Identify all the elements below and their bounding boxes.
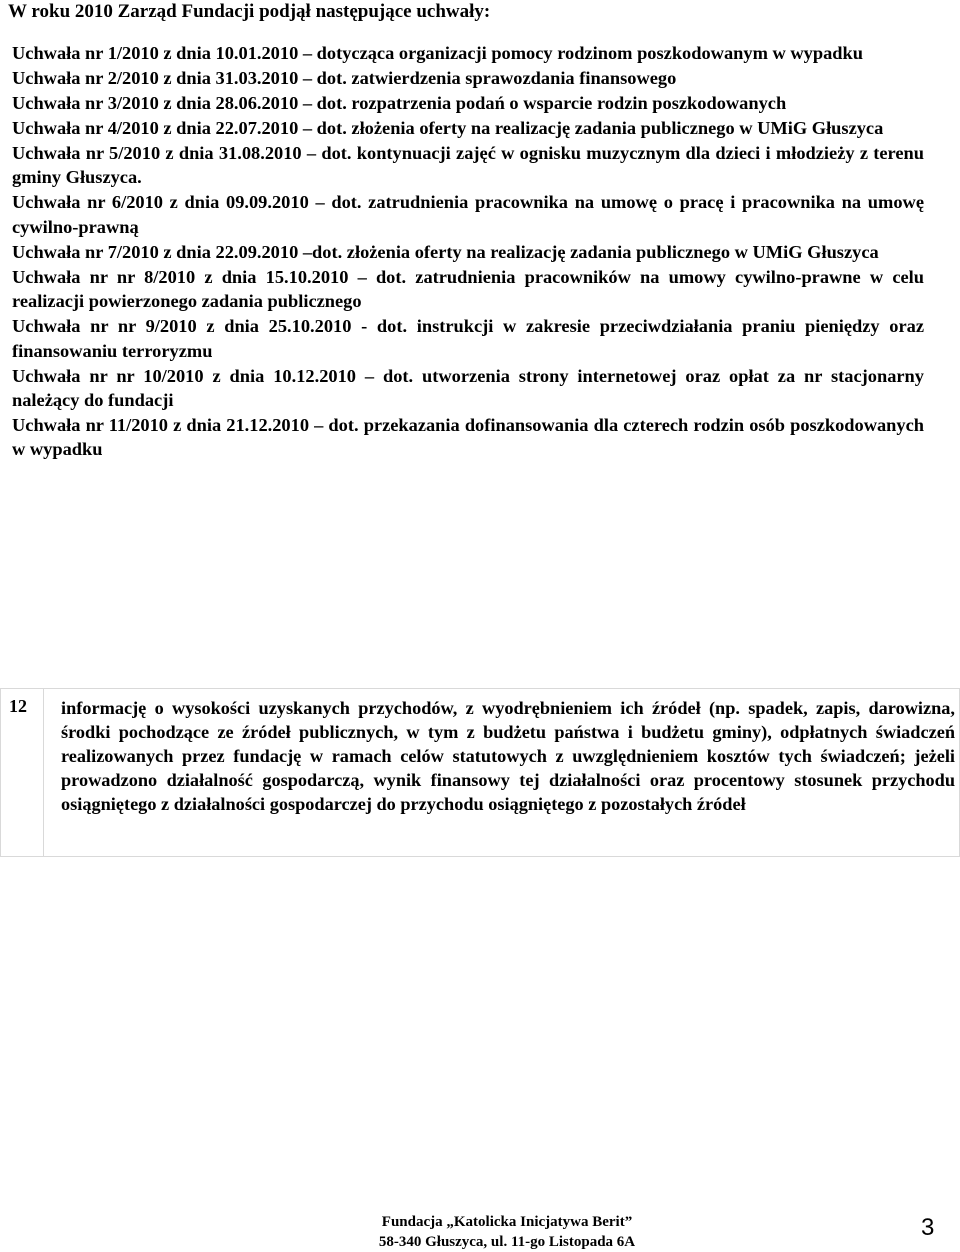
- resolution-item: Uchwała nr 4/2010 z dnia 22.07.2010 – dot. złożenia oferty na realizację zadania publicznego w UMiG Głuszyca: [12, 118, 884, 138]
- intro-heading: W roku 2010 Zarząd Fundacji podjął następujące uchwały:: [8, 1, 491, 22]
- row-number: 12: [1, 689, 44, 857]
- page-number: 3: [921, 1214, 935, 1241]
- row-description: informację o wysokości uzyskanych przychodów, z wyodrębnieniem ich źródeł (np. spadek, zapis, darowizna, środki pochodzące ze źródeł publicznych, w tym z budżetu państwa i budżetu gminy), odpłatnych świadczeń realizowanych przez fundację w ramach celów statutowych z uwzględnieniem kosztów tych świadczeń; jeżeli prowadzono działalność gospodarczą, wynik finansowy tej działalności oraz procentowy stosunek przychodu osiągniętego z działalności gospodarczej do przychodu osiągniętego z pozostałych źródeł: [44, 689, 960, 857]
- resolution-item: Uchwała nr 5/2010 z dnia 31.08.2010 – dot. kontynuacji zajęć w ognisku muzycznym dla dzieci i młodzieży z terenu gminy Głuszyca.: [12, 143, 924, 188]
- table-row: [1, 689, 960, 857]
- resolution-item: Uchwała nr 11/2010 z dnia 21.12.2010 – dot. przekazania dofinansowania dla czterech rodzin osób poszkodowanych w wypadku: [12, 415, 924, 460]
- resolution-item: Uchwała nr 3/2010 z dnia 28.06.2010 – dot. rozpatrzenia podań o wsparcie rodzin poszkodowanych: [12, 93, 787, 113]
- page-footer: [362, 1212, 652, 1252]
- resolution-item: Uchwała nr 6/2010 z dnia 09.09.2010 – dot. zatrudnienia pracownika na umowę o pracę i pracownika na umowę cywilno-prawną: [12, 192, 924, 237]
- resolution-item: Uchwała nr nr 8/2010 z dnia 15.10.2010 – dot. zatrudnienia pracowników na umowy cywilno-prawne w celu realizacji powierzonego zadania publicznego: [12, 266, 924, 312]
- resolution-item: Uchwała nr nr 10/2010 z dnia 10.12.2010 – dot. utworzenia strony internetowej oraz opłat za nr stacjonarny należący do fundacji: [12, 365, 924, 411]
- resolution-item: Uchwała nr nr 9/2010 z dnia 25.10.2010 - dot. instrukcji w zakresie przeciwdziałania praniu pieniędzy oraz finansowaniu terroryzmu: [12, 316, 924, 361]
- footer-organization: Fundacja „Katolicka Inicjatywa Berit”: [381, 1214, 633, 1230]
- resolution-item: Uchwała nr 7/2010 z dnia 22.09.2010 –dot. złożenia oferty na realizację zadania publicznego w UMiG Głuszyca: [12, 241, 879, 262]
- footer-address: 58-340 Głuszyca, ul. 11-go Listopada 6A: [378, 1234, 636, 1250]
- resolution-item: Uchwała nr 1/2010 z dnia 10.01.2010 – dotycząca organizacji pomocy rodzinom poszkodowanym w wypadku: [12, 43, 863, 63]
- report-table: [0, 688, 960, 857]
- resolution-item: Uchwała nr 2/2010 z dnia 31.03.2010 – dot. zatwierdzenia sprawozdania finansowego: [12, 68, 677, 88]
- resolutions-list: [12, 41, 924, 462]
